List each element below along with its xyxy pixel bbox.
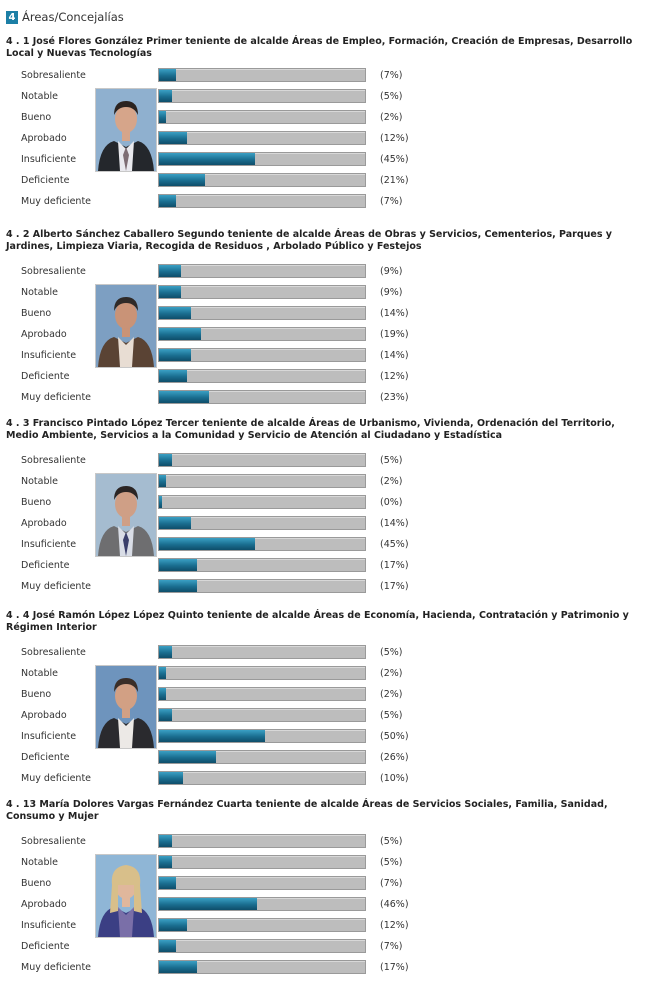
rating-row (0, 89, 662, 105)
rating-row (0, 876, 662, 892)
section-header (6, 9, 124, 25)
rating-row (0, 68, 662, 84)
rating-row (0, 327, 662, 343)
question-title: 4 . 13 María Dolores Vargas Fernández Cuarta teniente de alcalde Áreas de Servicios Sociales, Familia, Sanidad, Consumo y Mujer (6, 799, 608, 822)
bar (159, 286, 181, 298)
rating-label: Aprobado (21, 899, 67, 910)
rating-label: Muy deficiente (21, 196, 92, 207)
percentage-label: (7%) (380, 196, 403, 207)
rating-label: Notable (21, 91, 58, 102)
bar-track (158, 897, 366, 911)
rating-label: Bueno (21, 308, 52, 319)
rating-label: Bueno (21, 878, 52, 889)
percentage-label: (5%) (380, 710, 403, 721)
bar (159, 328, 201, 340)
bar-track (158, 537, 366, 551)
bar-track (158, 348, 366, 362)
rating-label: Muy deficiente (21, 962, 92, 973)
bar (159, 559, 197, 571)
rating-row (0, 666, 662, 682)
bar (159, 730, 265, 742)
rating-row (0, 645, 662, 661)
rating-row (0, 369, 662, 385)
rating-label: Deficiente (21, 175, 70, 186)
bar-track (158, 960, 366, 974)
rating-label: Bueno (21, 112, 52, 123)
bar (159, 919, 187, 931)
bar-track (158, 855, 366, 869)
question-block (0, 610, 662, 795)
rating-label: Muy deficiente (21, 773, 92, 784)
bar-track (158, 516, 366, 530)
question-block (0, 418, 662, 603)
rating-row (0, 453, 662, 469)
rating-row (0, 579, 662, 595)
bar-track (158, 327, 366, 341)
question-title: 4 . 1 José Flores González Primer teniente de alcalde Áreas de Empleo, Formación, Creación de Empresas, Desarrollo Local y Nuevas Tecnologías (6, 36, 633, 59)
percentage-label: (5%) (380, 836, 403, 847)
bar-track (158, 474, 366, 488)
percentage-label: (5%) (380, 647, 403, 658)
percentage-label: (7%) (380, 70, 403, 81)
percentage-label: (21%) (380, 175, 409, 186)
rating-label: Muy deficiente (21, 392, 92, 403)
rating-label: Aprobado (21, 133, 67, 144)
percentage-label: (7%) (380, 941, 403, 952)
question-title: 4 . 3 Francisco Pintado López Tercer teniente de alcalde Áreas de Urbanismo, Vivienda, Ordenación del Territorio, Medio Ambiente, Servicios a la Comunidad y Servicio de Atención al Ciudadano y Estadística (6, 418, 615, 441)
rating-row (0, 771, 662, 787)
rating-label: Aprobado (21, 329, 67, 340)
rating-label: Sobresaliente (21, 266, 86, 277)
percentage-label: (0%) (380, 497, 403, 508)
rating-label: Bueno (21, 689, 52, 700)
percentage-label: (2%) (380, 689, 403, 700)
bar-track (158, 495, 366, 509)
rating-label: Muy deficiente (21, 581, 92, 592)
rating-row (0, 131, 662, 147)
question-title: 4 . 2 Alberto Sánchez Caballero Segundo teniente de alcalde Áreas de Obras y Servicios, Cementerios, Parques y Jardines, Limpieza Viaria, Recogida de Residuos , Arbolado Público y Festejos (6, 229, 612, 252)
rating-row (0, 939, 662, 955)
rating-row (0, 960, 662, 976)
rating-row (0, 897, 662, 913)
bar (159, 265, 181, 277)
percentage-label: (7%) (380, 878, 403, 889)
percentage-label: (10%) (380, 773, 409, 784)
percentage-label: (45%) (380, 154, 409, 165)
bar (159, 496, 162, 508)
section-number-badge: 4 (6, 11, 18, 24)
rating-row (0, 264, 662, 280)
rating-row (0, 495, 662, 511)
rating-label: Notable (21, 287, 58, 298)
percentage-label: (2%) (380, 476, 403, 487)
bar-track (158, 939, 366, 953)
bar (159, 646, 172, 658)
bar (159, 370, 187, 382)
rating-row (0, 194, 662, 210)
rating-row (0, 173, 662, 189)
bar (159, 856, 172, 868)
question-block (0, 36, 662, 221)
bar (159, 877, 176, 889)
bar (159, 69, 176, 81)
question-title: 4 . 4 José Ramón López López Quinto teniente de alcalde Áreas de Economía, Hacienda, Contratación y Patrimonio y Régimen Interior (6, 610, 629, 633)
bar (159, 580, 197, 592)
rating-row (0, 390, 662, 406)
percentage-label: (14%) (380, 518, 409, 529)
percentage-label: (45%) (380, 539, 409, 550)
bar-track (158, 579, 366, 593)
bar (159, 132, 187, 144)
rating-label: Bueno (21, 497, 52, 508)
bar-track (158, 687, 366, 701)
bar-track (158, 131, 366, 145)
bar-track (158, 306, 366, 320)
percentage-label: (23%) (380, 392, 409, 403)
bar (159, 772, 183, 784)
bar-track (158, 173, 366, 187)
bar-track (158, 666, 366, 680)
bar (159, 454, 172, 466)
bar (159, 898, 257, 910)
rating-row (0, 516, 662, 532)
rating-row (0, 750, 662, 766)
rating-row (0, 708, 662, 724)
bar (159, 174, 205, 186)
rating-row (0, 348, 662, 364)
bar (159, 475, 166, 487)
bar (159, 961, 197, 973)
rating-label: Insuficiente (21, 920, 77, 931)
rating-row (0, 918, 662, 934)
question-block (0, 229, 662, 414)
bar-track (158, 750, 366, 764)
bar-track (158, 68, 366, 82)
rating-label: Insuficiente (21, 154, 77, 165)
bar-track (158, 453, 366, 467)
rating-row (0, 306, 662, 322)
rating-row (0, 855, 662, 871)
rating-label: Aprobado (21, 518, 67, 529)
bar-track (158, 729, 366, 743)
rating-label: Insuficiente (21, 350, 77, 361)
rating-row (0, 834, 662, 850)
percentage-label: (17%) (380, 962, 409, 973)
rating-label: Deficiente (21, 941, 70, 952)
bar (159, 667, 166, 679)
percentage-label: (5%) (380, 857, 403, 868)
percentage-label: (9%) (380, 266, 403, 277)
rating-label: Sobresaliente (21, 836, 86, 847)
bar (159, 111, 166, 123)
rating-label: Deficiente (21, 752, 70, 763)
bar (159, 195, 176, 207)
rating-label: Notable (21, 668, 58, 679)
bar-track (158, 110, 366, 124)
percentage-label: (26%) (380, 752, 409, 763)
percentage-label: (12%) (380, 133, 409, 144)
bar-track (158, 558, 366, 572)
bar (159, 538, 255, 550)
bar-track (158, 918, 366, 932)
rating-label: Notable (21, 857, 58, 868)
percentage-label: (14%) (380, 308, 409, 319)
bar (159, 751, 216, 763)
bar-track (158, 771, 366, 785)
bar-track (158, 152, 366, 166)
bar (159, 709, 172, 721)
rating-row (0, 537, 662, 553)
percentage-label: (17%) (380, 581, 409, 592)
percentage-label: (50%) (380, 731, 409, 742)
percentage-label: (5%) (380, 455, 403, 466)
percentage-label: (5%) (380, 91, 403, 102)
bar (159, 517, 191, 529)
rating-label: Aprobado (21, 710, 67, 721)
bar (159, 835, 172, 847)
bar (159, 153, 255, 165)
rating-row (0, 729, 662, 745)
bar-track (158, 834, 366, 848)
bar (159, 688, 166, 700)
bar-track (158, 876, 366, 890)
rating-label: Deficiente (21, 560, 70, 571)
percentage-label: (12%) (380, 371, 409, 382)
percentage-label: (14%) (380, 350, 409, 361)
rating-label: Sobresaliente (21, 647, 86, 658)
percentage-label: (12%) (380, 920, 409, 931)
rating-row (0, 285, 662, 301)
percentage-label: (19%) (380, 329, 409, 340)
bar-track (158, 390, 366, 404)
bar-track (158, 708, 366, 722)
bar-track (158, 369, 366, 383)
percentage-label: (17%) (380, 560, 409, 571)
percentage-label: (46%) (380, 899, 409, 910)
rating-row (0, 558, 662, 574)
percentage-label: (2%) (380, 668, 403, 679)
rating-row (0, 110, 662, 126)
bar-track (158, 89, 366, 103)
rating-label: Sobresaliente (21, 70, 86, 81)
rating-label: Sobresaliente (21, 455, 86, 466)
percentage-label: (9%) (380, 287, 403, 298)
bar-track (158, 285, 366, 299)
bar (159, 307, 191, 319)
bar-track (158, 194, 366, 208)
rating-label: Notable (21, 476, 58, 487)
rating-row (0, 687, 662, 703)
rating-label: Deficiente (21, 371, 70, 382)
rating-row (0, 152, 662, 168)
percentage-label: (2%) (380, 112, 403, 123)
section-title: Áreas/Concejalías (22, 10, 124, 24)
bar (159, 391, 209, 403)
bar (159, 940, 176, 952)
rating-label: Insuficiente (21, 539, 77, 550)
bar-track (158, 264, 366, 278)
rating-row (0, 474, 662, 490)
bar (159, 349, 191, 361)
rating-label: Insuficiente (21, 731, 77, 742)
bar (159, 90, 172, 102)
bar-track (158, 645, 366, 659)
question-block (0, 799, 662, 984)
